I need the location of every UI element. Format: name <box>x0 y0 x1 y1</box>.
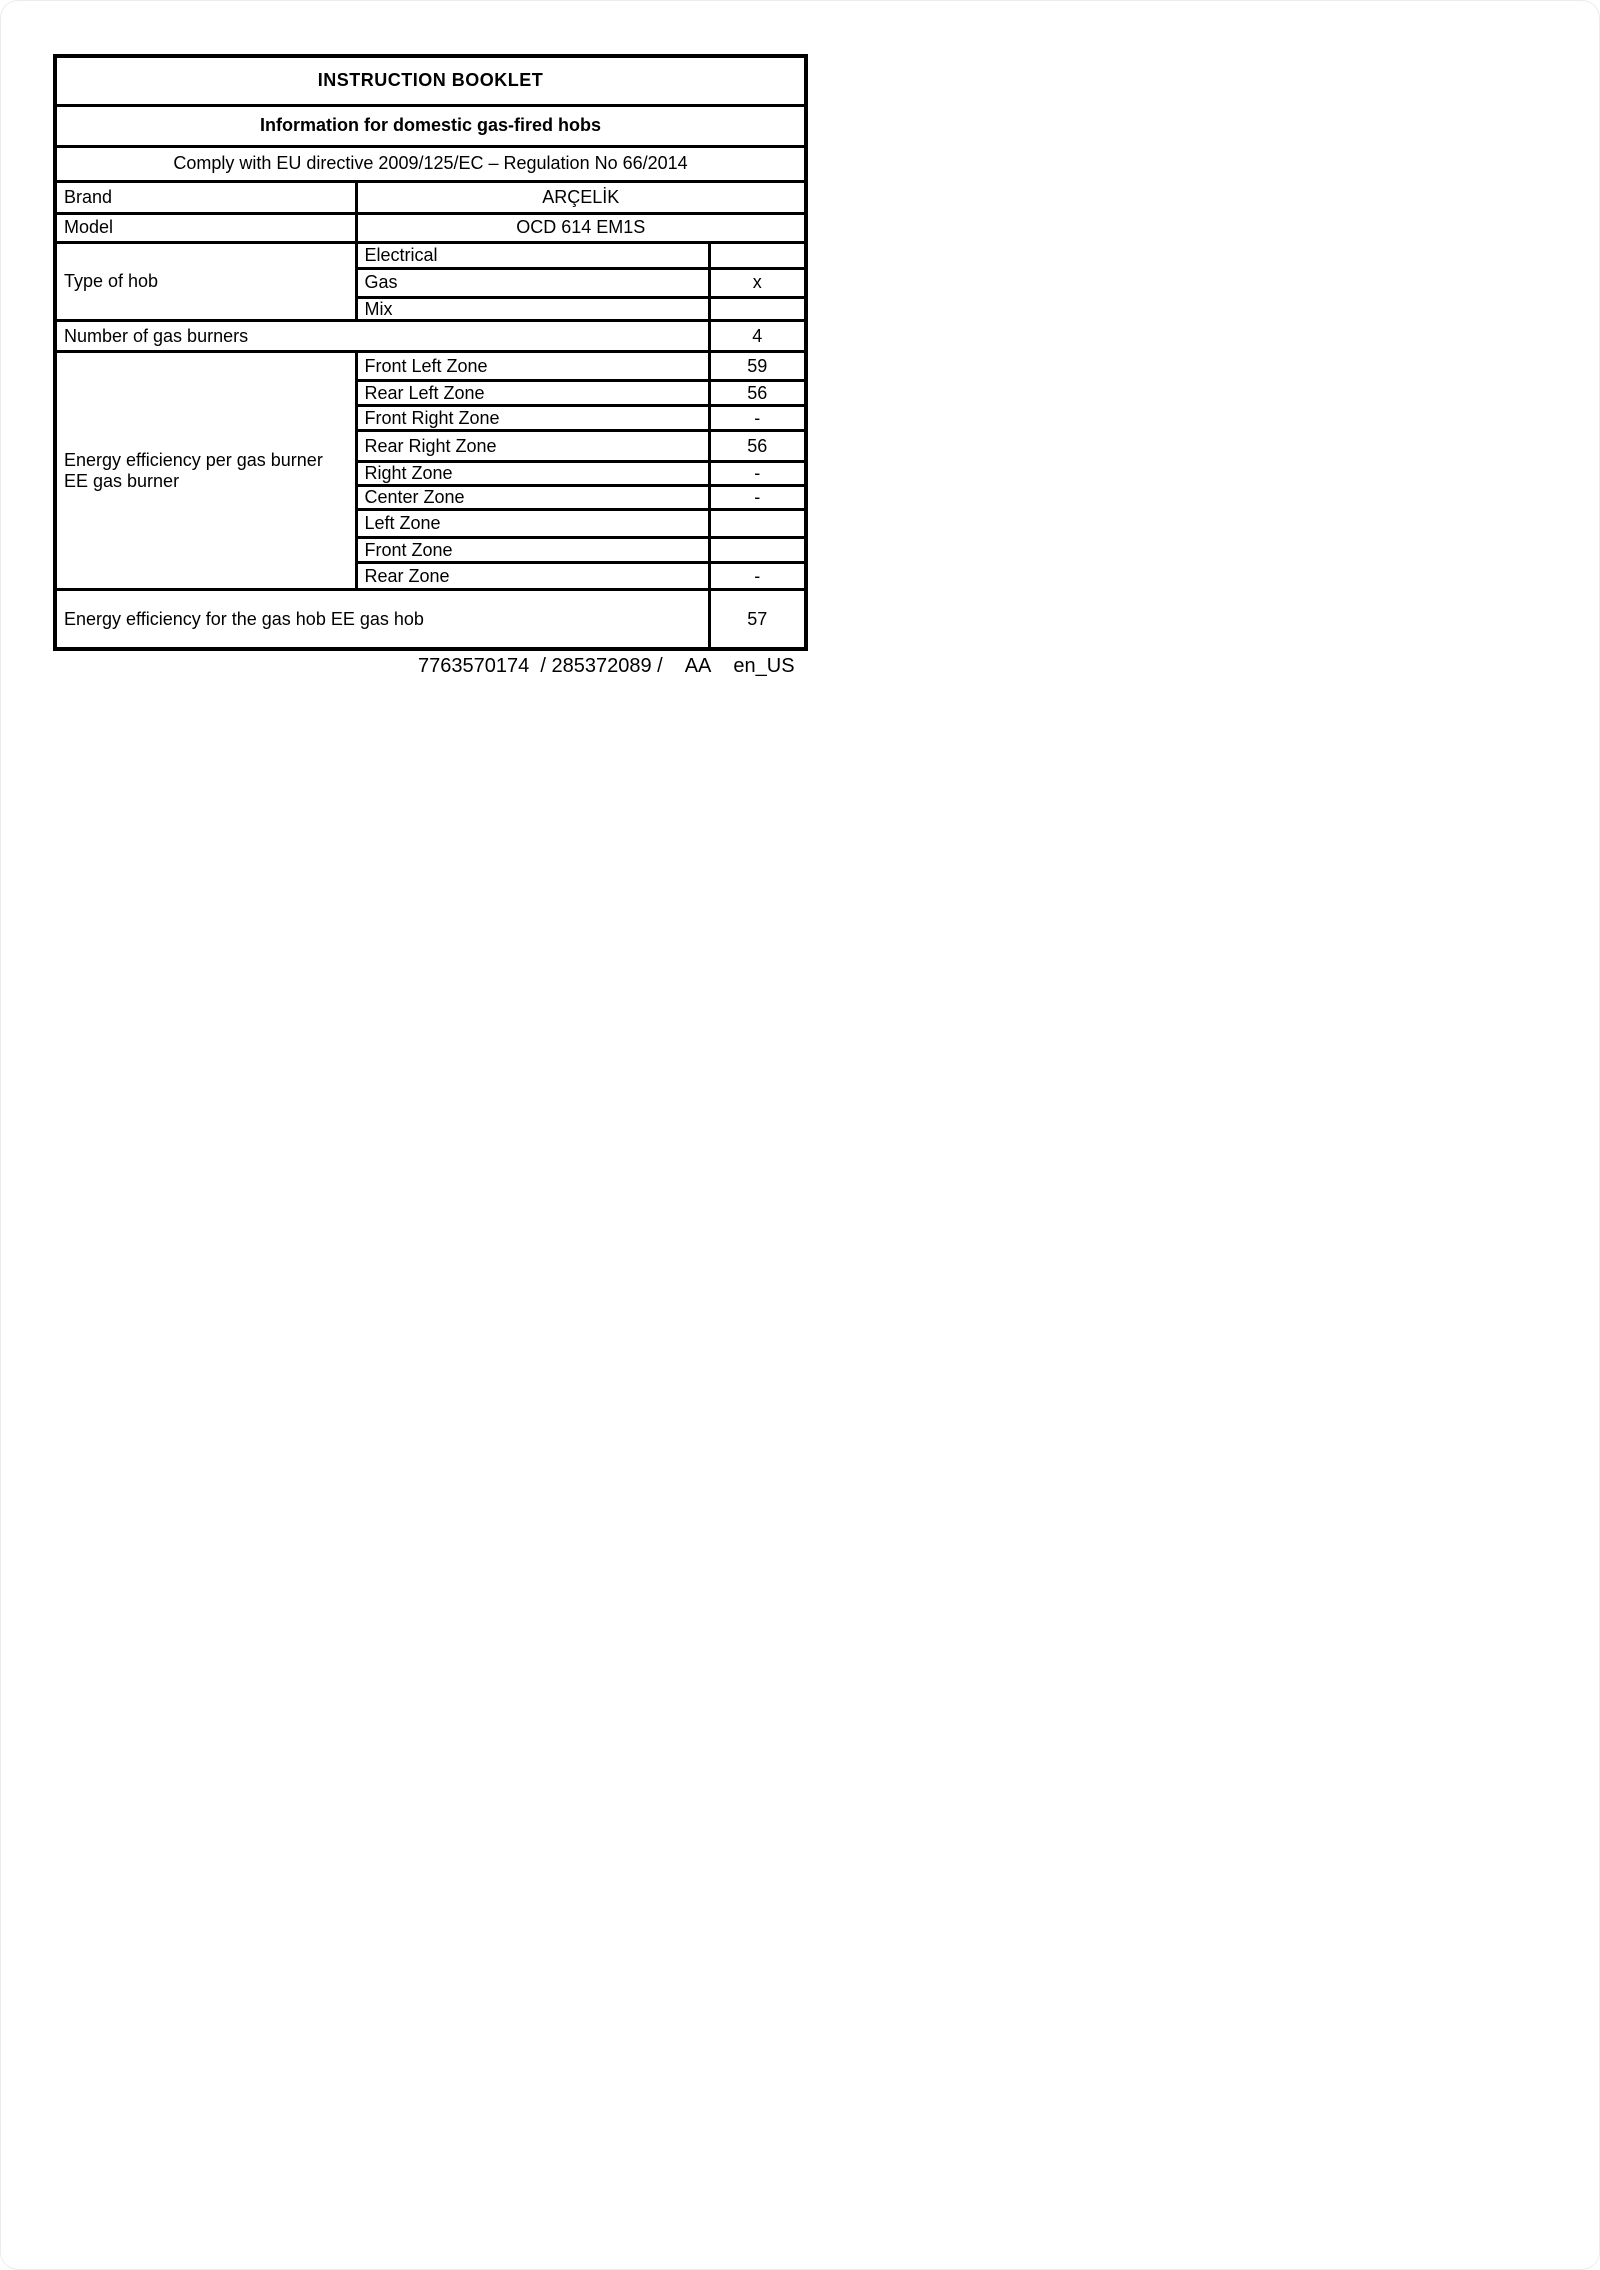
brand-row <box>55 181 806 213</box>
zone-name: Left Zone <box>356 509 709 537</box>
zone-value: 56 <box>709 381 806 406</box>
document-language: en_US <box>733 655 795 677</box>
zone-value <box>709 537 806 562</box>
title-row <box>55 56 806 105</box>
hob-efficiency-label: Energy efficiency for the gas hob EE gas hob <box>55 589 709 649</box>
table-subtitle: Information for domestic gas-fired hobs <box>55 105 806 146</box>
zone-value: - <box>709 486 806 510</box>
compliance-text: Comply with EU directive 2009/125/EC – Regulation No 66/2014 <box>55 146 806 181</box>
zone-name: Right Zone <box>356 462 709 486</box>
document-code: 7763570174 / 285372089 / <box>418 655 663 677</box>
hob-type-value-electrical <box>709 242 806 268</box>
efficiency-per-burner-label-line1: Energy efficiency per gas burner <box>64 449 323 470</box>
document-revision: AA <box>684 655 712 677</box>
zone-name: Rear Right Zone <box>356 431 709 462</box>
zone-name: Front Right Zone <box>356 406 709 431</box>
zone-value: 56 <box>709 431 806 462</box>
zone-value: 59 <box>709 352 806 381</box>
zone-value: - <box>709 462 806 486</box>
brand-value: ARÇELİK <box>356 181 806 213</box>
hob-efficiency-row <box>55 589 806 649</box>
hob-type-option-mix: Mix <box>356 297 709 321</box>
hob-type-option-gas: Gas <box>356 268 709 297</box>
hob-type-option-electrical: Electrical <box>356 242 709 268</box>
zone-name: Rear Zone <box>356 562 709 589</box>
gas-hob-info-table <box>53 54 808 651</box>
brand-label: Brand <box>55 181 356 213</box>
zone-name: Front Left Zone <box>356 352 709 381</box>
document-code-line <box>418 655 795 678</box>
model-value: OCD 614 EM1S <box>356 213 806 242</box>
zone-name: Front Zone <box>356 537 709 562</box>
zone-row <box>55 352 806 381</box>
burner-count-label: Number of gas burners <box>55 321 709 352</box>
model-row <box>55 213 806 242</box>
zone-value: - <box>709 406 806 431</box>
zone-value <box>709 509 806 537</box>
efficiency-per-burner-label <box>55 352 356 590</box>
table-title: INSTRUCTION BOOKLET <box>55 56 806 105</box>
subtitle-row <box>55 105 806 146</box>
hob-type-value-gas: x <box>709 268 806 297</box>
hob-efficiency-value: 57 <box>709 589 806 649</box>
zone-name: Rear Left Zone <box>356 381 709 406</box>
model-label: Model <box>55 213 356 242</box>
zone-name: Center Zone <box>356 486 709 510</box>
burner-count-row <box>55 321 806 352</box>
info-table-wrapper <box>53 54 808 651</box>
burner-count-value: 4 <box>709 321 806 352</box>
hob-type-row-electrical <box>55 242 806 268</box>
hob-type-label: Type of hob <box>55 242 356 321</box>
efficiency-per-burner-label-line2: EE gas burner <box>64 470 180 491</box>
hob-type-value-mix <box>709 297 806 321</box>
compliance-row <box>55 146 806 181</box>
zone-value: - <box>709 562 806 589</box>
